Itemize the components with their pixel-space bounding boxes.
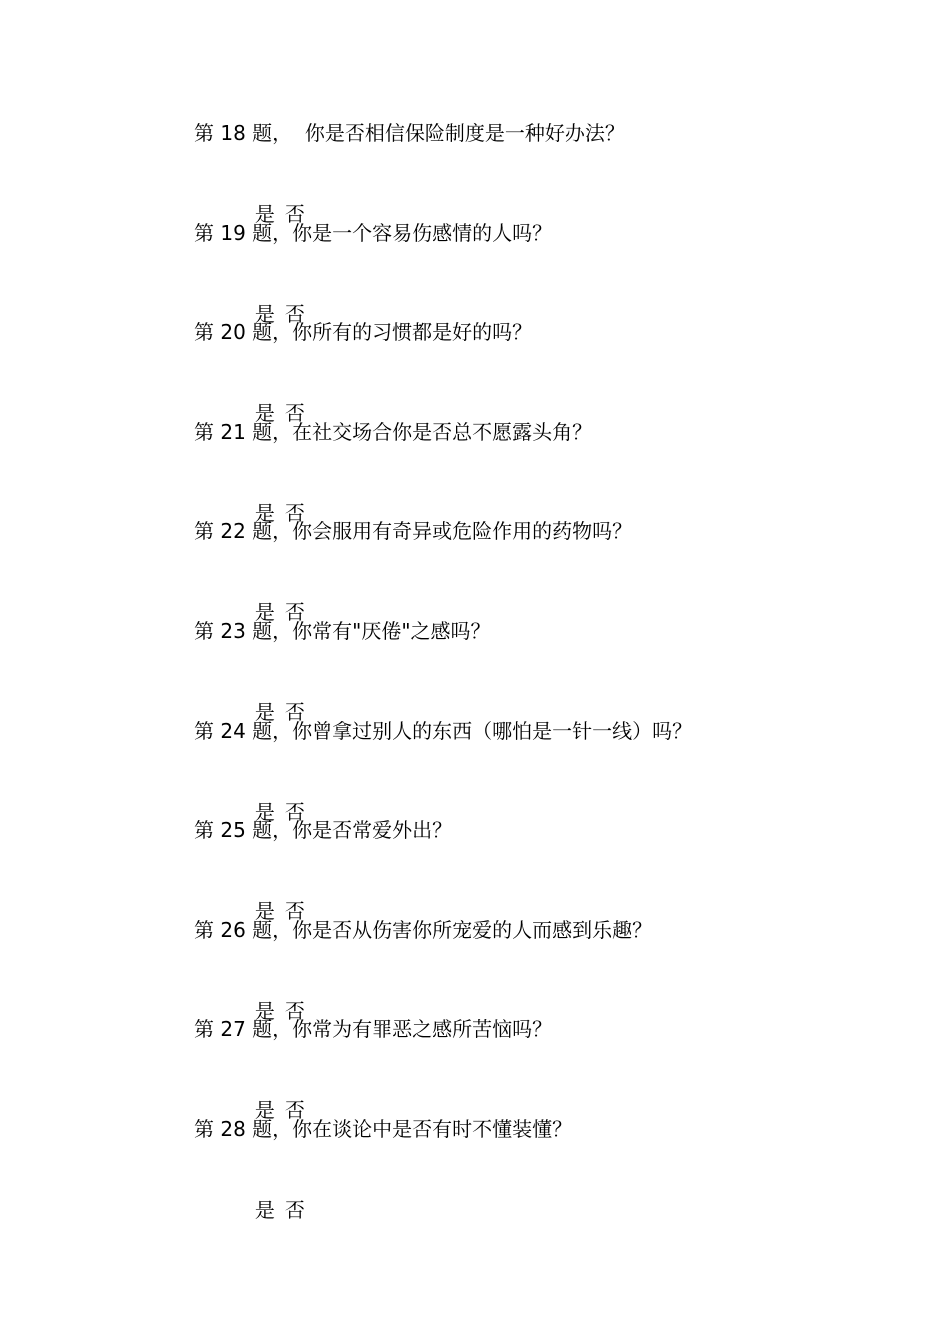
answer-options	[194, 1050, 894, 1123]
answer-no[interactable]: 否	[284, 799, 305, 824]
answer-no[interactable]: 否	[284, 1098, 305, 1123]
answer-no[interactable]: 否	[284, 301, 305, 326]
answer-options	[194, 1150, 894, 1222]
question-text: 第 24 题，你曾拿过别人的东西（哪怕是一针一线）吗？	[194, 718, 693, 743]
question-item	[194, 1008, 894, 1123]
question-text: 第 28 题，你在谈论中是否有时不懂装懂？	[194, 1116, 573, 1141]
question-text: 第 20 题，你所有的习惯都是好的吗？	[194, 320, 533, 345]
question-item	[194, 909, 894, 1023]
answer-options	[194, 453, 894, 525]
answer-yes[interactable]: 是	[254, 899, 275, 924]
answer-yes[interactable]: 是	[254, 301, 275, 326]
answer-options	[194, 254, 894, 326]
answer-options	[194, 552, 894, 625]
answer-yes[interactable]: 是	[254, 401, 275, 426]
answer-no[interactable]: 否	[284, 600, 305, 625]
question-text: 第 23 题，你常有"厌倦"之感吗？	[194, 618, 491, 643]
answer-options	[194, 752, 894, 824]
answer-no[interactable]: 否	[284, 500, 305, 525]
question-item	[194, 1108, 894, 1222]
question-item	[194, 610, 894, 724]
question-list	[194, 112, 894, 1222]
question-text: 第 18 题， 你是否相信保险制度是一种好办法？	[194, 121, 625, 145]
answer-yes[interactable]: 是	[254, 1098, 275, 1123]
question-text: 第 26 题，你是否从伤害你所宠爱的人而感到乐趣？	[194, 917, 653, 942]
question-text: 第 21 题，在社交场合你是否总不愿露头角？	[194, 419, 593, 444]
question-item	[194, 212, 894, 326]
answer-yes[interactable]: 是	[254, 500, 275, 525]
question-text: 第 19 题，你是一个容易伤感情的人吗？	[194, 220, 553, 245]
answer-no[interactable]: 否	[284, 1197, 305, 1222]
question-item	[194, 411, 894, 525]
answer-options	[194, 951, 894, 1023]
answer-yes[interactable]: 是	[254, 600, 275, 625]
answer-no[interactable]: 否	[284, 202, 305, 226]
answer-yes[interactable]: 是	[254, 998, 275, 1023]
answer-no[interactable]: 否	[284, 401, 305, 426]
answer-options	[194, 851, 894, 924]
answer-options	[194, 652, 894, 724]
question-text: 第 27 题，你常为有罪恶之感所苦恼吗？	[194, 1017, 553, 1042]
answer-yes[interactable]: 是	[254, 202, 275, 226]
answer-no[interactable]: 否	[284, 899, 305, 924]
question-item	[194, 510, 894, 625]
answer-no[interactable]: 否	[284, 998, 305, 1023]
answer-options	[194, 154, 894, 226]
answer-yes[interactable]: 是	[254, 1197, 275, 1222]
answer-options	[194, 353, 894, 426]
question-item	[194, 112, 894, 226]
answer-no[interactable]: 否	[284, 699, 305, 724]
question-text: 第 25 题，你是否常爱外出？	[194, 818, 453, 843]
answer-yes[interactable]: 是	[254, 799, 275, 824]
question-item	[194, 809, 894, 924]
question-text: 第 22 题，你会服用有奇异或危险作用的药物吗？	[194, 519, 633, 544]
question-item	[194, 311, 894, 426]
question-item	[194, 710, 894, 824]
answer-yes[interactable]: 是	[254, 699, 275, 724]
